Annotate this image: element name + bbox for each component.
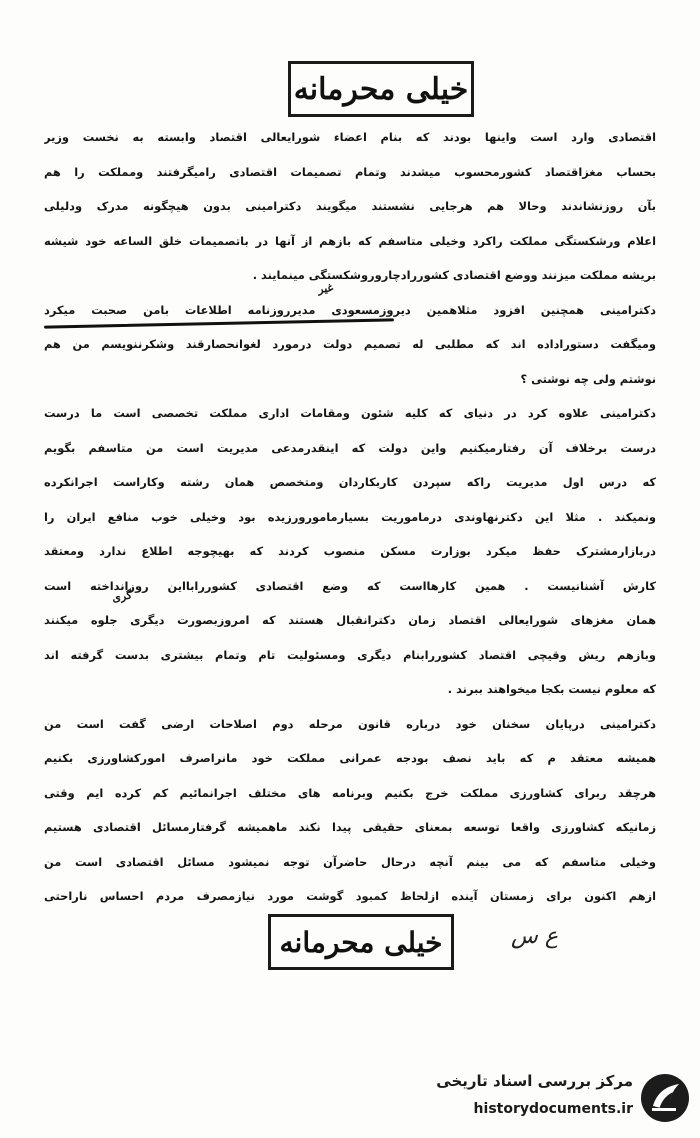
text-line: همیشه معتقد م که باید نصف بودجه عمرانی مملکت خود مانراصرف امورکشاورزی بکنیم [44, 751, 656, 765]
watermark [420, 1068, 695, 1128]
text-line: دکترامینی همچنین افزود مثلاهمین دیروزمسعودی مدیرروزنامه اطلاعات بامن صحبت میکرد [44, 302, 656, 317]
text-line: ونمیکند . مثلا این دکترنهاوندی درماموریت بسیارمامورورزیده بود وخیلی خوب منافع ایران را [44, 509, 656, 524]
text-line: بآن روزنشاندند وحالا هم هرجایی نشستند میگویند دکترامینی بدون هیچگونه مدرک ودلیلی [44, 199, 656, 213]
text-line: دکترامینی درپایان سخنان خود درباره قانون مرحله دوم اصلاحات ارضی گفت است من [44, 716, 656, 731]
watermark-org-name: مرکز بررسی اسناد تاریخی [436, 1072, 633, 1090]
text-line: درست برخلاف آن رفتارمیکنیم واین دولت که اینقدرمدعی مدیریت است من متاسفم بگویم [44, 440, 656, 455]
text-line: بریشه مملکت میزنند ووضع اقتصادی کشوررادچاروروشکستگی مینمایند . [252, 268, 656, 282]
text-line: که درس اول مدیریت راکه سپردن کاربکاردان ومتخصص همان رشته وکاراست اجرانکرده [44, 475, 656, 489]
text-line: ازهم اکنون برای زمستان آینده ازلحاظ کمبود گوشت مورد نیازمصرف مردم احساس ناراحتی [44, 889, 656, 903]
text-line: ومیگفت دستوراداده اند که مطلبی له تصمیم دولت درمورد لغوانحصارقند وشکرننویسم من هم [44, 337, 656, 351]
text-line: کارش آشنانیست . همین کارهااست که وضع اقتصادی کشوررابااین روزانداخته است [44, 578, 656, 593]
text-line: وبازهم ریش وقیچی اقتصاد کشوررابنام دیگری ومسئولیت تام وتمام بیشتری بدست گرفته اند [44, 647, 656, 662]
archive-logo-icon [639, 1072, 691, 1124]
text-line: زمانیکه کشاورزی واقعا توسعه بمعنای حقیقی پیدا نکند ماهمیشه گرفتارمسائل اقتصادی هستیم [44, 820, 656, 834]
handwritten-margin-note: غیر [317, 281, 334, 296]
text-line: بحساب مغزاقتصاد کشورمحسوب میشدند وتمام تصمیمات اقتصادی رامیگرفتند ومملکت را هم [44, 164, 656, 179]
text-line: اقتصادی وارد است واینها بودند که بنام اعضاء شورایعالی اقتصاد وابسته به نخست وزیر [44, 130, 656, 144]
text-line: وخیلی متاسفم که می بینم آنچه درحال حاضرآن توجه نمیشود مسائل اقتصادی است من [44, 854, 656, 869]
text-line: نوشتم ولی چه نوشتی ؟ [520, 371, 656, 386]
text-line: اعلام ورشکستگی مملکت راکرد وخیلی متاسفم که بازهم از آنها در باتصمیمات خلق الساعه خود شیشه [44, 233, 656, 248]
classification-stamp-bottom: خیلی محرمانه [268, 914, 454, 970]
handwritten-margin-note-2: گری [111, 588, 133, 605]
text-line: همان مغزهای شورایعالی اقتصاد زمان دکترانقبال هستند که امروزبصورت دیگری جلوه میکنند [44, 613, 656, 627]
document-body [44, 120, 656, 914]
text-line: دربازارمشترک حفظ میکرد بوزارت مسکن منصوب کردند که بهیچوجه اطلاع ندارد ومعتقد [44, 544, 656, 558]
text-line: دکترامینی علاوه کرد در دنیای که کلیه شئون ومقامات اداری مملکت تخصصی است ما درست [44, 406, 656, 420]
watermark-url: historydocuments.ir [473, 1101, 633, 1117]
text-line: که معلوم نیست بکجا میخواهند ببرند . [447, 682, 656, 696]
text-line: هرچقد ربرای کشاورزی مملکت خرج بکنیم وبرنامه های مختلف اجرانمائیم کم کرده ایم وقتی [44, 785, 656, 800]
classification-stamp-top: خیلی محرمانه [288, 61, 474, 117]
handwritten-signature: ع س [511, 924, 558, 949]
